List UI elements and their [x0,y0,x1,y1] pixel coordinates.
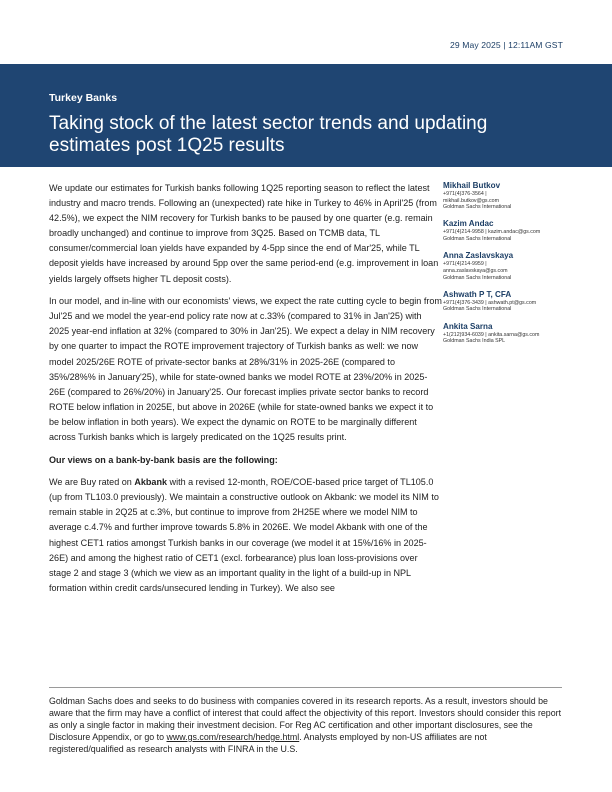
analyst-affiliation: Goldman Sachs International [443,204,512,211]
analyst-sidebar [443,181,573,354]
analyst-card [443,322,573,345]
analyst-card [443,290,573,313]
analyst-affiliation: Goldman Sachs International [443,306,512,313]
analyst-affiliation: Goldman Sachs International [443,274,512,281]
body-paragraph-3 [49,475,442,596]
analyst-contact[interactable]: +971(4)376-3439 | ashwath.pt@gs.com [443,299,537,306]
disclosure-link[interactable]: www.gs.com/research/hedge.html [166,731,300,742]
analyst-affiliation: Goldman Sachs International [443,236,512,243]
analyst-card [443,181,573,211]
analyst-phone: +971(4)214-9959 | [443,261,487,268]
body-paragraph-2: In our model, and in-line with our economists' views, we expect the rate cutting cycle to begin from Jul'25 and we model the year-end policy rate now at c.33% (compared to 31% in Jan'25) with 2025 year-end inflation at 32% (compared to 30% in Jan'25). We expect a delay in NIM recovery by one quarter to impact the ROTE improvement trajectory of Turkish banks as well: we now model 2025/26E ROTE of private-sector banks at 28%/31% in 2025-26E (compared to 35%/28%% in January'25), while for state-owned banks we model ROTE at 23%/20% in 2025-26E (compared to 26%/20%) in January'25. Our forecast implies private sector banks to record ROTE below inflation in 2025E, but above in 2026E (while for state-owned banks we expect it to be below inflation in both years). We expect the dynamic on ROTE to be marginally different across Turkish banks which is largely predicated on the 1Q25 results print. [49,296,442,442]
analyst-card [443,251,573,281]
title-banner [0,64,612,167]
analyst-name: Ashwath P T, CFA [443,289,512,299]
disclosure-text [49,696,564,756]
paragraph-3-lead: We are Buy rated on [49,477,135,488]
analyst-card [443,219,573,242]
analyst-phone: +971(4)376-3564 | [443,191,487,197]
analyst-name: Ankita Sarna [443,321,493,331]
section-heading: Our views on a bank-by-bank basis are the following: [49,454,278,465]
analyst-email[interactable]: mikhail.butkov@gs.com [443,197,500,204]
report-title: Taking stock of the latest sector trends and updating estimates post 1Q25 results [49,113,488,156]
analyst-name: Kazim Andac [443,219,494,229]
analyst-email[interactable]: anna.zaslavskaya@gs.com [443,267,508,274]
report-dateline: 29 May 2025 | 12:11AM GST [449,40,563,50]
analyst-name: Mikhail Butkov [443,181,501,190]
report-category: Turkey Banks [49,92,118,104]
analyst-contact[interactable]: +1(212)934-6039 | ankita.sarna@gs.com [443,331,540,338]
analyst-contact[interactable]: +971(4)214-9958 | kazim.andac@gs.com [443,229,541,236]
disclosure-lead: Goldman Sachs does and seeks to do business with companies covered in its research reports. As a result, investors should be aware that the firm may have a conflict of interest that could affect the objectivity of this report. Investors should consider this report as only a single factor in making their investment decision. For Reg AC certification and other important disclosures, see the Disclosure Appendix, or go to [49,696,562,742]
report-body [49,181,442,603]
bank-name-akbank: Akbank [134,477,168,488]
disclosure-tail: . Analysts employed by non-US affiliates are not registered/qualified as research analysts with FINRA in the U.S. [49,731,487,754]
analyst-affiliation: Goldman Sachs India SPL [443,338,506,345]
body-paragraph-1: We update our estimates for Turkish banks following 1Q25 reporting season to reflect the latest industry and macro trends. Following an (unexpected) rate hike in Turkey to 46% in April'25 (from 42.5%), we expect the NIM recovery for Turkish banks to be paused by one quarter (e.g. remain broadly unchanged) and continue to improve from 3Q25. Based on TCMB data, TL consumer/commercial loan yields have expanded by 4-5pp since the end of Mar'25, while TL deposit yields have increased by around 5pp over the same period-end (e.g. improvement in loan yields largely offsets higher TL deposit costs). [49,183,439,284]
footer-divider [49,687,562,688]
analyst-name: Anna Zaslavskaya [443,251,514,261]
paragraph-3-text: with a revised 12-month, ROE/COE-based price target of TL105.0 (up from TL103.0 previously). We maintain a constructive outlook on Akbank: we model its NIM to remain stable in 2Q25 at c.3%, but continue to improve from 2H25E where we model NIM to average c.4.7% and further improve towards 5.8% in 2026E. We model Akbank with one of the highest CET1 ratios amongst Turkish banks in our coverage (we model it at 15%/16% in 2025-26E) and among the highest ratio of CET1 (excl. forbearance) plus loan loss-provisions over stage 2 and stage 3 (which we view as an important quality in the light of a build-up in NPL formation within credit cards/unsecured lending in Turkey). We also see [49,477,439,593]
